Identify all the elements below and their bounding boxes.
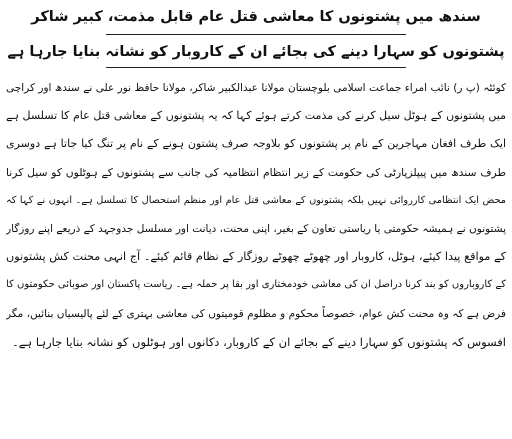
- article-body: [6, 74, 506, 356]
- body-line: کوئٹہ (پ ر) نائب امراء جماعت اسلامی بلوچستان مولانا عبدالکبیر شاکر، مولانا حافظ نور علی نے سندھ اور کراچی: [6, 82, 506, 94]
- body-line: طرف سندھ میں پیپلزپارٹی کی حکومت کے زیر انتظام انتظامیہ کی جانب سے پشتونوں کے ہوٹلوں کو سیل کرنا: [6, 165, 506, 179]
- body-line: محض ایک انتظامی کارروائی نہیں بلکہ پشتونوں کے معاشی قتل عام اور منظم استحصال کا تسلسل ہے۔ انہوں نے کہا کہ: [6, 194, 506, 206]
- body-line: ایک طرف افغان مہاجرین کے نام پر پشتونوں کو بلاوجہ صرف پشتون ہونے کے نام پر تنگ کیا جاتا ہے دوسری: [6, 137, 506, 151]
- body-line: پشتونوں نے ہمیشہ حکومتی یا ریاستی تعاون کے بغیر، اپنی محنت، دیانت اور مسلسل جدوجہد کے ذریعے اپنے روزگار: [6, 223, 506, 236]
- body-line: فرض ہے کہ وہ محنت کش عوام، خصوصاً محکوم و مظلوم قومیتوں کی معاشی بہتری کے لئے پالیسیاں بنائیں، مگر: [6, 307, 506, 320]
- body-line: کے مواقع پیدا کیئے، ہوٹل، کاروبار اور چھوٹے چھوٹے روزگار کے نظام قائم کیئے۔ آج انہی محنت کش پشتونوں: [6, 250, 506, 264]
- body-line: کے کاروباروں کو بند کرنا دراصل ان کی معاشی خودمختاری اور بقا پر حملہ ہے۔ ریاست پاکستان اور صوبائی حکومتوں کا: [6, 279, 506, 291]
- body-line: میں پشتونوں کے ہوٹل سیل کرنے کی مذمت کرتے ہوئے کہا کہ یہ پشتونوں کے معاشی قتل عام کا تسلسل ہے: [6, 109, 506, 123]
- body-line: افسوس کہ پشتونوں کو سہارا دینے کے بجائے ان کے کاروبار، دکانوں اور ہوٹلوں کو نشانہ بنایا جارہا ہے۔: [11, 334, 506, 349]
- headline-primary: سندھ میں پشتونوں کا معاشی قتل عام قابل مذمت، کبیر شاکر: [31, 9, 481, 25]
- headline-secondary: پشتونوں کو سہارا دینے کی بجائے ان کے کاروبار کو نشانہ بنایا جارہا ہے: [7, 44, 505, 60]
- headline-underline: [106, 67, 406, 68]
- headline-divider: [106, 34, 406, 35]
